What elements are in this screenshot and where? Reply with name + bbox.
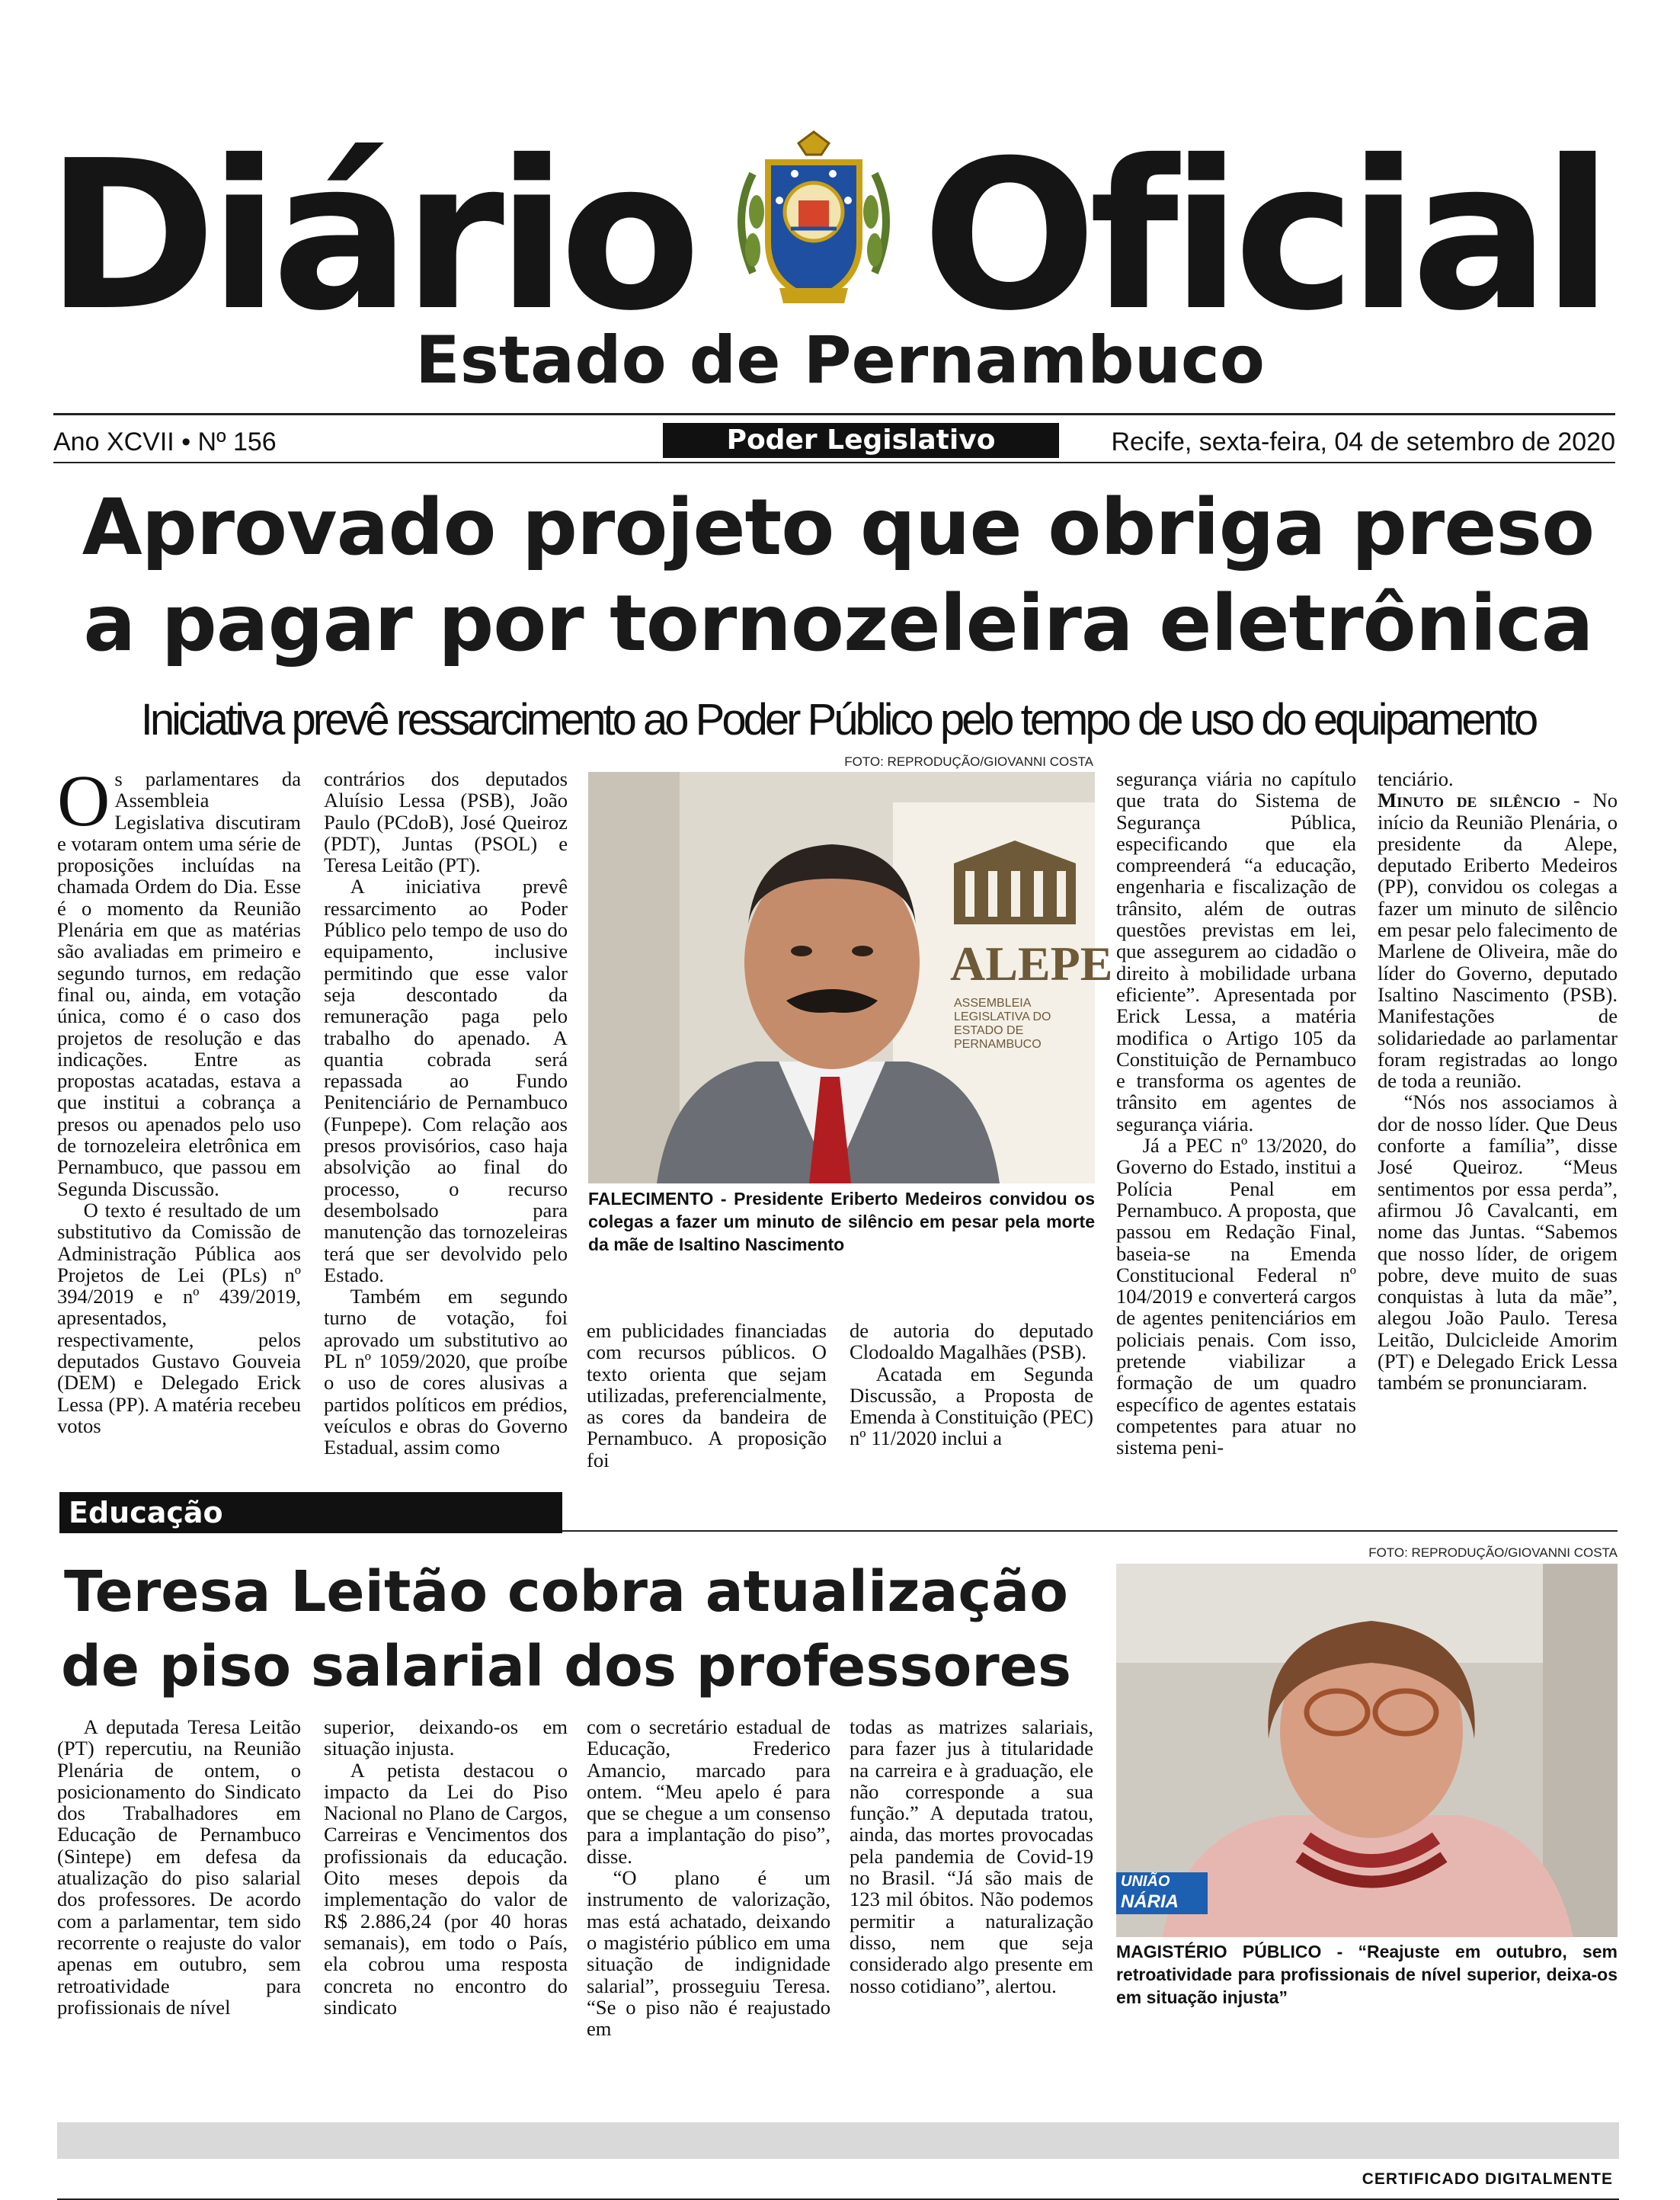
paragraph: Já a PEC nº 13/2020, do Governo do Estado, institui a Polícia Penal em Pernambuco. A proposta, que passou em Redação Final, baseia-se na Emenda Constitucional Federal nº 104/2019 e converterá cargos de agentes penitenciários em policiais penais. Com isso, pretende viabilizar a formação de um quadro específico de agentes estatais competentes para atuar no sistema peni- — [1116, 1134, 1356, 1459]
masthead-title-right: Oficial — [922, 116, 1605, 356]
section-badge: Poder Legislativo — [663, 423, 1059, 458]
paragraph: A iniciativa prevê ressarcimento ao Poder Público pelo tempo de uso do equipamento, inclusive permitindo que esse valor seja descontado da remuneração paga pelo trabalho do apenado. A quantia cobrada será repassada ao Fundo Penitenciário de Pernambuco (Funpepe). Com relação aos presos provisórios, caso haja absolvição ao final do processo, o recurso desembolsado para manutenção das tornozeleiras terá que ser devolvido pelo Estado. — [324, 875, 568, 1286]
section-label-educacao: Educação — [59, 1492, 562, 1533]
article2-column-1 — [57, 1716, 301, 2018]
subhead: Minuto de silêncio — [1378, 789, 1560, 812]
section-rule — [562, 1530, 1618, 1532]
paragraph: A deputada Teresa Leitão (PT) repercutiu, na Reunião Plenária de ontem, o posicionamento do Sindicato dos Trabalhadores em Educação de Pernambuco (Sintepe) em defesa da atualização do piso salarial dos professores. De acordo com a parlamentar, tem sido recorrente o reajuste do valor apenas em outubro, sem retroatividade para profissionais de nível — [57, 1715, 301, 2019]
photo-credit: FOTO: REPRODUÇÃO/GIOVANNI COSTA — [1368, 1545, 1618, 1560]
top-rule — [53, 413, 1615, 415]
paragraph: “Nós nos associamos à dor de nosso líder. Que Deus conforte a família”, disse José Queiroz. “Meus sentimentos por essa perda”, afirmou Jô Cavalcanti, em nome das Juntas. “Sabemos que nosso líder, de origem pobre, deve muito de suas conquistas à luta da mãe”, alegou João Paulo. Teresa Leitão, Dulcicleide Amorim (PT) e Delegado Erick Lessa também se pronunciaram. — [1378, 1090, 1618, 1395]
photo-tag-bottom: NÁRIA — [1121, 1891, 1179, 1912]
paragraph: Também em segundo turno de votação, foi aprovado um substitutivo ao PL nº 1059/2020, que proíbe o uso de cores alusivas a partidos políticos em prédios, veículos e obras do Governo Estadual, assim como — [324, 1285, 568, 1459]
paragraph: com o secretário estadual de Educação, Frederico Amancio, marcado para ontem. “Meu apelo é para que se chegue a um consenso para a implantação do piso”, disse. — [587, 1715, 830, 1868]
headline-line-1: Teresa Leitão cobra atualização — [63, 1559, 1069, 1625]
info-rule — [53, 462, 1615, 463]
paragraph: O texto é resultado de um substitutivo da Comissão de Administração Pública aos Projetos de Lei (PLs) nº 394/2019 e nº 439/2019, apresentados, respectivamente, pelos deputados Gustavo Gouveia (DEM) e Delegado Erick Lessa (PP). A matéria recebeu votos — [57, 1198, 301, 1437]
photo-credit: FOTO: REPRODUÇÃO/GIOVANNI COSTA — [844, 754, 1093, 769]
paragraph: superior, deixando-os em situação injusta. — [324, 1715, 568, 1760]
masthead-title-left: Diário — [46, 116, 694, 356]
article1-headline — [53, 480, 1623, 672]
article1-deck: Iniciativa prevê ressarcimento ao Poder Público pelo tempo de uso do equipamento — [140, 695, 1536, 745]
paragraph: tenciário. — [1378, 767, 1454, 790]
photo-tag-top: UNIÃO — [1121, 1873, 1170, 1890]
article1-column-6 — [1378, 768, 1618, 1394]
photo-sign: ALEPE — [950, 937, 1113, 991]
article2-column-4 — [850, 1716, 1093, 1997]
paragraph: de autoria do deputado Clodoaldo Magalhães (PSB). — [850, 1319, 1093, 1364]
paragraph: “O plano é um instrumento de valorização, mas está achatado, deixando o magistério público em uma situação de indignidade salarial”, prosseguiu Teresa. “Se o piso não é reajustado em — [587, 1866, 830, 2041]
article1-column-4 — [850, 1320, 1093, 1449]
masthead-subtitle: Estado de Pernambuco — [415, 322, 1265, 399]
article1-column-2 — [324, 768, 568, 1459]
article1-photo — [588, 772, 1113, 1183]
headline-line-1: Aprovado projeto que obriga preso — [82, 482, 1595, 573]
digital-certificate-label: CERTIFICADO DIGITALMENTE — [1362, 2170, 1613, 2188]
article2-column-3 — [587, 1716, 830, 2039]
article2-photo — [1116, 1564, 1618, 1937]
paragraph: todas as matrizes salariais, para fazer jus à titularidade na carreira e à graduação, ele não corresponde a sua função.” A deputada tratou, ainda, das mortes provocadas pela pandemia de Covid-19 no Brasil. “Já são mais de 123 mil óbitos. Não podemos permitir a naturalização disso, nem que seja considerado algo presente em nosso cotidiano”, alertou. — [850, 1715, 1093, 1997]
headline-line-2: de piso salarial dos professores — [60, 1634, 1072, 1699]
footer-bar — [57, 2122, 1619, 2159]
headline-line-2: a pagar por tornozeleira eletrônica — [83, 578, 1593, 669]
paragraph: A petista destacou o impacto da Lei do Piso Nacional no Plano de Cargos, Carreiras e Vencimentos dos profissionais da educação. Oito meses depois da implementação do valor de R$ 2.886,24 (por 40 horas semanais), em todo o País, ela cobrou uma resposta concreta no encontro do sindicato — [324, 1758, 568, 2019]
article2-column-2 — [324, 1716, 568, 2018]
article1-caption: FALECIMENTO - Presidente Eriberto Medeiros convidou os colegas a fazer um minuto de silêncio em pesar pela morte da mãe de Isaltino Nascimento — [588, 1189, 1095, 1254]
coat-of-arms-icon — [722, 128, 905, 319]
paragraph: em publicidades financiadas com recursos públicos. O texto orienta que sejam utilizadas, preferencialmente, as cores da bandeira de Pernambuco. A proposição foi — [587, 1319, 827, 1471]
masthead — [0, 116, 1680, 356]
edition-number: Ano XCVII • Nº 156 — [53, 428, 277, 456]
article1-column-1 — [57, 760, 301, 1437]
publication-date: Recife, sexta-feira, 04 de setembro de 2020 — [1111, 428, 1615, 456]
drop-cap: O — [57, 760, 110, 841]
article1-column-3 — [587, 1320, 827, 1471]
paragraph: s parlamentares da Assembleia Legislativa discutiram e votaram ontem uma série de proposições incluídas na chamada Ordem do Dia. Esse é o momento da Reunião Plenária em que as matérias são avaliadas em primeiro e segundo turnos, em redação final ou, ainda, em votação única, como é o caso dos projetos de resolução e das indicações. Entre as propostas acatadas, estava a que institui a cobrança a presos ou apenados pelo uso de tornozeleira eletrônica em Pernambuco, que passou em Segunda Discussão. — [57, 767, 301, 1200]
info-bar — [53, 423, 1615, 461]
paragraph: segurança viária no capítulo que trata do Sistema de Segurança Pública, especificando que ela compreenderá “a educação, engenharia e fiscalização de trânsito, além de outras questões previstas em lei, que assegurem ao cidadão o direito à mobilidade urbana eficiente”. Apresentada por Erick Lessa, a matéria modifica o Artigo 105 da Constituição de Pernambuco e transforma os agentes de trânsito em agentes de segurança viária. — [1116, 767, 1356, 1135]
paragraph: contrários dos deputados Aluísio Lessa (PSB), João Paulo (PCdoB), José Queiroz (PDT), Juntas (PSOL) e Teresa Leitão (PT). — [324, 767, 568, 877]
paragraph: - No início da Reunião Plenária, o presidente da Alepe, deputado Eriberto Medeiros (PP), convidou os colegas a fazer um minuto de silêncio em pesar pelo falecimento de Marlene de Oliveira, mãe do líder do Governo, deputado Isaltino Nascimento (PSB). Manifestações de solidariedade ao parlamentar foram registradas ao longo de toda a reunião. — [1378, 789, 1618, 1093]
paragraph: Acatada em Segunda Discussão, a Proposta de Emenda à Constituição (PEC) nº 11/2020 inclui a — [850, 1362, 1093, 1450]
photo-illustration — [1116, 1564, 1618, 1937]
article2-caption: MAGISTÉRIO PÚBLICO - “Reajuste em outubro, sem retroatividade para profissionais de nível superior, deixa-os em situação injusta” — [1116, 1942, 1618, 2007]
photo-sign-sub: ASSEMBLEIA LEGISLATIVA DO ESTADO DE PERNAMBUCO — [954, 997, 1051, 1051]
article1-column-5 — [1116, 768, 1356, 1459]
article2-headline — [59, 1555, 1073, 1704]
